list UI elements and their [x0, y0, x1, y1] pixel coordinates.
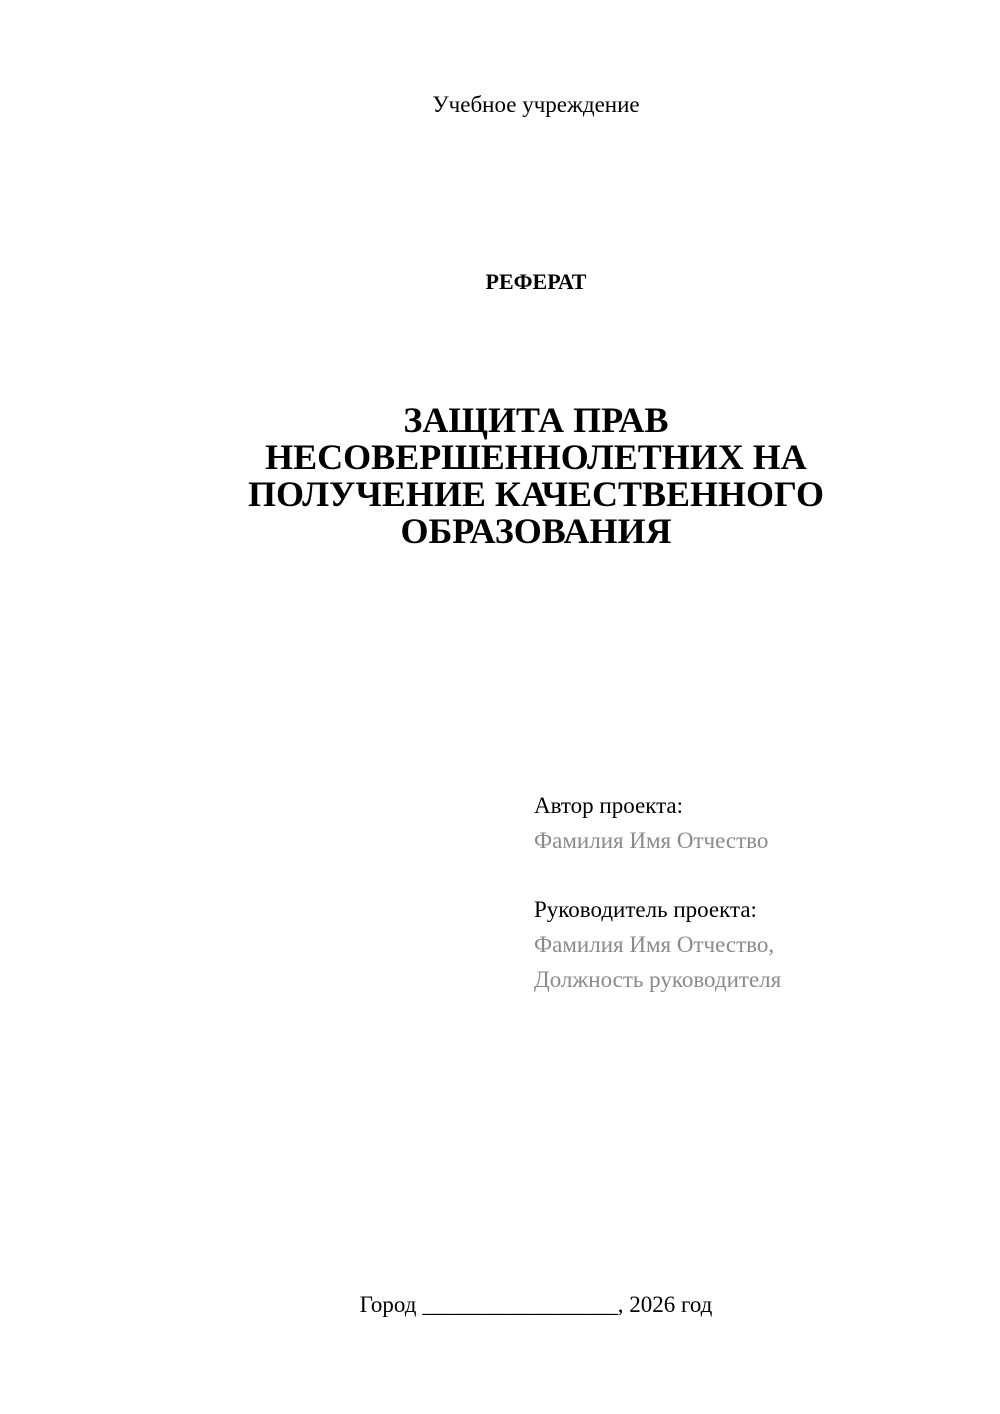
title-line: ОБРАЗОВАНИЯ	[400, 511, 672, 551]
supervisor-position: Должность руководителя	[534, 967, 782, 992]
title-line: ПОЛУЧЕНИЕ КАЧЕСТВЕННОГО	[247, 474, 825, 514]
credits-block	[534, 788, 974, 997]
document-title	[0, 402, 1000, 550]
document-type: РЕФЕРАТ	[485, 269, 587, 294]
city-year-line: Город _________________, 2026 год	[359, 1292, 713, 1317]
credits-spacer	[534, 858, 974, 892]
supervisor-label: Руководитель проекта:	[534, 897, 757, 922]
title-line: НЕСОВЕРШЕННОЛЕТНИХ НА	[265, 437, 807, 477]
author-name: Фамилия Имя Отчество	[534, 828, 769, 853]
title-line: ЗАЩИТА ПРАВ	[403, 400, 669, 440]
author-label: Автор проекта:	[534, 793, 683, 818]
supervisor-name: Фамилия Имя Отчество,	[534, 932, 775, 957]
institution-name: Учебное учреждение	[432, 92, 640, 117]
